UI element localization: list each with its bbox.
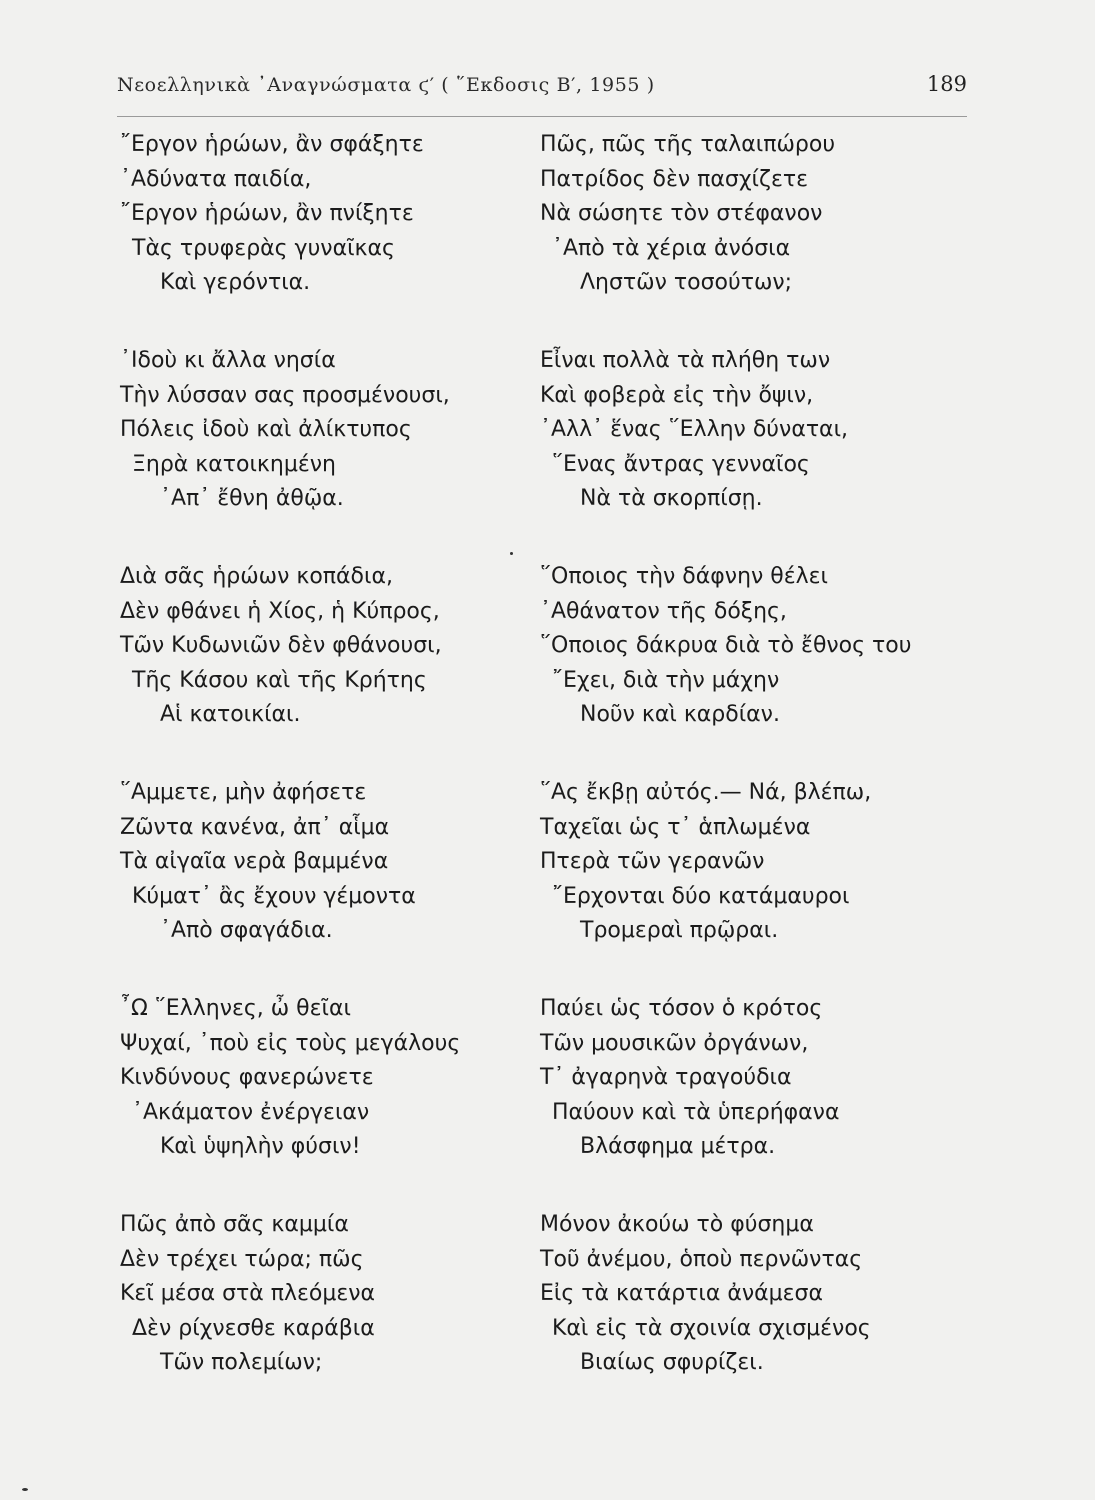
verse-line: ᾿Αθάνατον τῆς δόξης, [540,598,787,624]
verse-line: Παύουν καὶ τὰ ὑπερήφανα [552,1099,840,1125]
verse-line: ῞Ενας ἄντρας γενναῖος [552,451,810,477]
verse-line: Κύματ᾿ ἂς ἔχουν γέμοντα [132,883,416,909]
verse-line: Ληστῶν τοσούτων; [580,270,793,296]
verse-line: Βλάσφημα μέτρα. [580,1134,776,1160]
verse-line: ῎Εχει, διὰ τὴν μάχην [552,667,780,693]
verse-line: Πατρίδος δὲν πασχίζετε [540,166,808,192]
verse-line: Ταχεῖαι ὡς τ᾿ ἁπλωμένα [540,814,811,840]
verse-line: ῞Οποιος τὴν δάφνην θέλει [540,564,828,589]
verse-line: Καὶ εἰς τὰ σχοινία σχισμένος [552,1315,871,1341]
verse-line: Εἶναι πολλὰ τὰ πλήθη των [540,348,831,373]
stanza [540,776,970,992]
verse-line: Τῆς Κάσου καὶ τῆς Κρήτης [132,667,427,693]
verse-line: Δὲν φθάνει ἡ Χίος, ἡ Κύπρος, [120,598,440,624]
verse-line: Ψυχαί, ᾿ποὺ εἰς τοὺς μεγάλους [120,1030,461,1056]
verse-line: Τὴν λύσσαν σας προσμένουσι, [120,382,450,408]
stanza [120,776,550,992]
running-header [117,74,967,106]
stanza [120,344,550,560]
stanza [540,128,970,344]
verse-line: Τῶν μουσικῶν ὀργάνων, [540,1030,809,1056]
verse-line: Τρομεραὶ πρῷραι. [580,918,779,944]
poem-column-right [540,128,970,1424]
print-speck [510,552,513,555]
verse-line: Νὰ σώσητε τὸν στέφανον [540,201,823,227]
verse-line: ῞Οποιος δάκρυα διὰ τὸ ἔθνος του [540,633,912,659]
verse-line: ᾿Απὸ σφαγάδια. [160,918,333,944]
verse-line: Τὰς τρυφερὰς γυναῖκας [132,235,395,261]
verse-line: Νοῦν καὶ καρδίαν. [580,702,780,728]
verse-line: ῎Ερχονται δύο κατάμαυροι [552,883,850,909]
stanza [540,344,970,560]
verse-line: ῏Ω ῞Ελληνες, ὦ θεῖαι [120,996,351,1021]
running-header-title: Νεοελληνικὰ ᾿Αναγνώσματα ϛ′ ( ῞Εκδοσις Β′, 1955 ) [117,74,655,96]
page-number: 189 [926,72,967,96]
poem-column-left [120,128,550,1424]
stanza [120,1208,550,1424]
verse-line: Εἰς τὰ κατάρτια ἀνάμεσα [540,1281,823,1307]
verse-line: Καὶ φοβερὰ εἰς τὴν ὄψιν, [540,382,814,408]
verse-line: Παύει ὡς τόσον ὁ κρότος [540,996,823,1021]
stanza [540,1208,970,1424]
verse-line: ᾿Ακάματον ἐνέργειαν [132,1099,370,1125]
verse-line: ᾿Ιδοὺ κι ἄλλα νησία [120,348,336,373]
verse-line: Δὲν ρίχνεσθε καράβια [132,1315,375,1341]
verse-line: Πόλεις ἰδοὺ καὶ ἀλίκτυπος [120,417,412,443]
verse-line: Μόνον ἀκούω τὸ φύσημα [540,1212,814,1237]
verse-line: Καὶ γερόντια. [160,270,311,296]
verse-line: Τοῦ ἀνέμου, ὁποὺ περνῶντας [540,1246,863,1272]
verse-line: Διὰ σᾶς ἡρώων κοπάδια, [120,564,393,589]
verse-line: Κεῖ μέσα στὰ πλεόμενα [120,1281,376,1307]
verse-line: Νὰ τὰ σκορπίσῃ. [580,486,763,512]
header-rule [117,116,967,117]
verse-line: Τὰ αἰγαῖα νερὰ βαμμένα [120,849,389,875]
verse-line: ῎Εργον ἡρώων, ἂν σφάξητε [120,132,424,157]
verse-line: Ζῶντα κανένα, ἀπ᾿ αἷμα [120,814,390,840]
verse-line: Καὶ ὑψηλὴν φύσιν! [160,1134,361,1160]
verse-line: ᾿Απὸ τὰ χέρια ἀνόσια [552,235,791,261]
verse-line: Βιαίως σφυρίζει. [580,1350,764,1376]
verse-line: ῞Ας ἔκβῃ αὐτός.— Νά, βλέπω, [540,780,872,805]
verse-line: Πῶς ἀπὸ σᾶς καμμία [120,1212,349,1237]
stanza [120,128,550,344]
verse-line: Τ᾿ ἀγαρηνὰ τραγούδια [540,1065,792,1091]
stanza [120,560,550,776]
verse-line: Τῶν πολεμίων; [160,1350,323,1376]
stanza [540,560,970,776]
verse-line: Ξηρὰ κατοικημένη [132,451,336,477]
verse-line: ῎Εργον ἡρώων, ἂν πνίξητε [120,201,414,227]
verse-line: Πτερὰ τῶν γερανῶν [540,849,765,875]
stanza [120,992,550,1208]
print-speck [22,1488,28,1491]
verse-line: Αἱ κατοικίαι. [160,702,301,728]
stanza [540,992,970,1208]
verse-line: ᾿Αδύνατα παιδία, [120,166,312,192]
verse-line: ᾿Αλλ᾿ ἕνας ῞Ελλην δύναται, [540,417,848,443]
verse-line: Κινδύνους φανερώνετε [120,1065,374,1091]
verse-line: Πῶς, πῶς τῆς ταλαιπώρου [540,132,836,157]
verse-line: Δὲν τρέχει τώρα; πῶς [120,1246,364,1272]
verse-line: ῞Αμμετε, μὴν ἀφήσετε [120,780,367,805]
verse-line: ᾿Απ᾿ ἔθνη ἀθῷα. [160,486,344,512]
verse-line: Τῶν Κυδωνιῶν δὲν φθάνουσι, [120,633,442,659]
